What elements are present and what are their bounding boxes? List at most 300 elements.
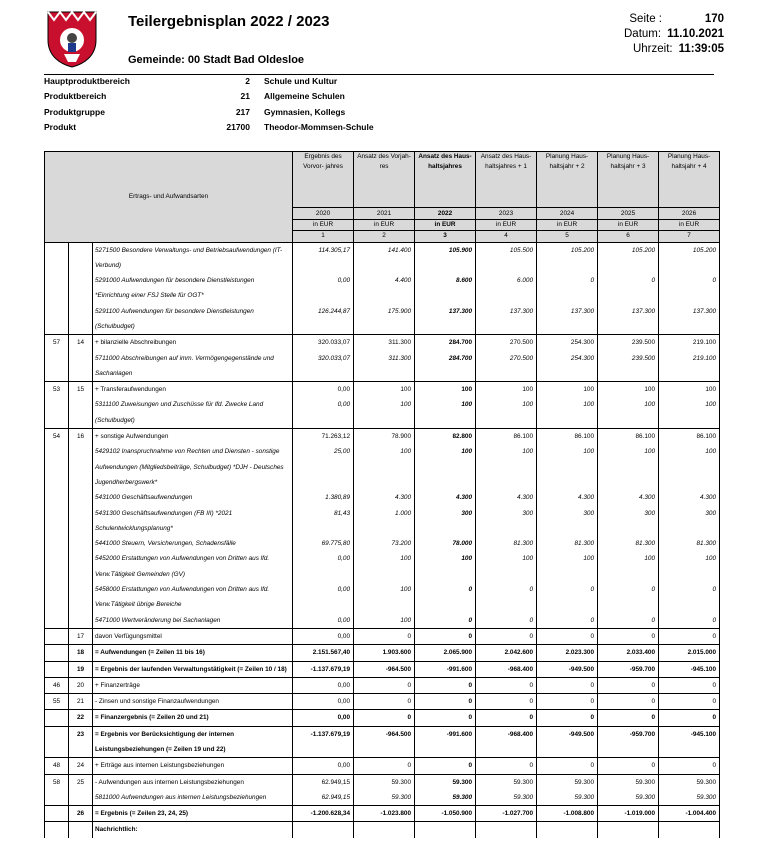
value-cell: 137.300 <box>415 304 476 335</box>
table-row <box>45 661 720 677</box>
value-cell: 73.200 <box>354 536 415 551</box>
description-cell: + Finanzerträge <box>93 677 293 693</box>
column-unit: in EUR <box>293 219 354 231</box>
value-cell: 0,00 <box>293 613 354 629</box>
table-row <box>45 304 720 335</box>
value-cell: 100 <box>598 444 659 490</box>
value-cell: 105.200 <box>598 242 659 273</box>
column-unit: in EUR <box>659 219 720 231</box>
account-group-cell <box>45 661 69 677</box>
line-number-cell <box>69 822 93 838</box>
column-header-label: Ertrags- und Aufwandsarten <box>45 152 293 243</box>
account-group-cell: 55 <box>45 694 69 710</box>
line-number-cell <box>69 304 93 335</box>
value-cell: 105.200 <box>659 242 720 273</box>
value-cell: 100 <box>354 444 415 490</box>
value-cell: 0 <box>537 694 598 710</box>
column-unit: in EUR <box>354 219 415 231</box>
value-cell: -968.400 <box>476 726 537 758</box>
value-cell: 100 <box>537 397 598 428</box>
description-cell: + sonstige Aufwendungen <box>93 429 293 445</box>
value-cell: 0,00 <box>293 273 354 304</box>
value-cell: 100 <box>598 397 659 428</box>
coat-of-arms-logo <box>46 10 98 68</box>
table-row <box>45 822 720 838</box>
value-cell: 114.305,17 <box>293 242 354 273</box>
value-cell: -1.004.400 <box>659 806 720 822</box>
value-cell: 0 <box>598 758 659 774</box>
value-cell: 100 <box>354 582 415 613</box>
product-number: 21700 <box>226 121 250 132</box>
value-cell: 126.244,87 <box>293 304 354 335</box>
header-divider <box>44 74 714 75</box>
value-cell: 100 <box>415 551 476 582</box>
column-year: 2022 <box>415 208 476 220</box>
value-cell: 0 <box>476 758 537 774</box>
description-cell: 5291000 Aufwendungen für besondere Dienstleistungen *Einrichtung einer FSJ Stelle für OGT* <box>93 273 293 304</box>
value-cell: 1.380,89 <box>293 490 354 505</box>
value-cell: 69.775,80 <box>293 536 354 551</box>
value-cell <box>354 822 415 838</box>
table-row <box>45 273 720 304</box>
value-cell: 25,00 <box>293 444 354 490</box>
value-cell: -1.019.000 <box>598 806 659 822</box>
table-row <box>45 351 720 382</box>
column-number: 7 <box>659 231 720 243</box>
value-cell: 270.500 <box>476 335 537 351</box>
description-cell: 5711000 Abschreibungen auf imm. Vermögengegenstände und Sachanlagen <box>93 351 293 382</box>
value-cell: 0 <box>598 273 659 304</box>
value-cell: 81.300 <box>598 536 659 551</box>
table-row <box>45 790 720 806</box>
value-cell: 0 <box>415 710 476 726</box>
time-value: 11:39:05 <box>678 43 724 55</box>
account-group-cell <box>45 628 69 644</box>
column-header-title: Planung Haus- haltsjahr + 4 <box>659 152 720 208</box>
value-cell: -1.200.628,34 <box>293 806 354 822</box>
page-label: Seite : <box>629 13 662 25</box>
value-cell: 0 <box>537 710 598 726</box>
value-cell: 320.033,07 <box>293 351 354 382</box>
description-cell: 5431000 Geschäftsaufwendungen <box>93 490 293 505</box>
meta-block <box>624 12 724 57</box>
value-cell: 86.100 <box>598 429 659 445</box>
account-group-cell: 53 <box>45 382 69 398</box>
table-row <box>45 429 720 445</box>
value-cell: 0 <box>659 273 720 304</box>
time-label: Uhrzeit: <box>632 43 673 55</box>
value-cell: 270.500 <box>476 351 537 382</box>
table-row <box>45 382 720 398</box>
value-cell: 0 <box>415 582 476 613</box>
value-cell: 137.300 <box>598 304 659 335</box>
product-info <box>44 76 374 137</box>
value-cell: 100 <box>537 382 598 398</box>
budget-table <box>44 151 720 838</box>
value-cell: -964.500 <box>354 661 415 677</box>
value-cell: 0,00 <box>293 694 354 710</box>
value-cell: -945.100 <box>659 726 720 758</box>
value-cell: 0,00 <box>293 382 354 398</box>
table-row <box>45 694 720 710</box>
description-cell: - Zinsen und sonstige Finanzaufwendungen <box>93 694 293 710</box>
value-cell: 100 <box>537 444 598 490</box>
value-cell: 175.900 <box>354 304 415 335</box>
value-cell: 300 <box>537 506 598 537</box>
column-header-title: Ansatz des Haus- haltsjahres + 1 <box>476 152 537 208</box>
account-group-cell <box>45 710 69 726</box>
column-header-title: Ansatz des Haus- haltsjahres <box>415 152 476 208</box>
value-cell: 59.300 <box>537 774 598 790</box>
line-number-cell <box>69 273 93 304</box>
page-title: Teilergebnisplan 2022 / 2023 <box>128 13 330 30</box>
account-group-cell <box>45 582 69 613</box>
line-number-cell <box>69 397 93 428</box>
column-header-title: Ergebnis des Vorvor- jahres <box>293 152 354 208</box>
column-unit: in EUR <box>476 219 537 231</box>
account-group-cell: 46 <box>45 677 69 693</box>
value-cell: 59.300 <box>537 790 598 806</box>
value-cell: -949.500 <box>537 726 598 758</box>
value-cell: -949.500 <box>537 661 598 677</box>
column-number: 4 <box>476 231 537 243</box>
table-row <box>45 242 720 273</box>
value-cell: 82.800 <box>415 429 476 445</box>
table-row <box>45 582 720 613</box>
description-cell: = Ergebnis der laufenden Verwaltungstätigkeit (= Zeilen 10 / 18) <box>93 661 293 677</box>
table-row <box>45 536 720 551</box>
value-cell: 71.263,12 <box>293 429 354 445</box>
value-cell: 100 <box>476 397 537 428</box>
value-cell: 4.300 <box>354 490 415 505</box>
value-cell: 0 <box>537 677 598 693</box>
table-row <box>45 613 720 629</box>
description-cell: 5431300 Geschäftsaufwendungen (FB III) *2021 Schulentwicklungsplanung* <box>93 506 293 537</box>
table-body <box>45 242 720 838</box>
table-row <box>45 335 720 351</box>
line-number-cell: 18 <box>69 645 93 661</box>
description-cell: + bilanzielle Abschreibungen <box>93 335 293 351</box>
value-cell: 219.100 <box>659 335 720 351</box>
value-cell: -1.023.800 <box>354 806 415 822</box>
value-cell: 0 <box>415 758 476 774</box>
value-cell: 0,00 <box>293 628 354 644</box>
value-cell <box>537 822 598 838</box>
line-number-cell <box>69 490 93 505</box>
table-row <box>45 551 720 582</box>
value-cell: 100 <box>354 382 415 398</box>
value-cell: 0,00 <box>293 582 354 613</box>
column-unit: in EUR <box>537 219 598 231</box>
value-cell: 100 <box>415 444 476 490</box>
value-cell: 86.100 <box>537 429 598 445</box>
value-cell: 137.300 <box>659 304 720 335</box>
line-number-cell: 19 <box>69 661 93 677</box>
value-cell: 0 <box>476 677 537 693</box>
column-unit: in EUR <box>415 219 476 231</box>
value-cell: 254.300 <box>537 335 598 351</box>
line-number-cell <box>69 351 93 382</box>
product-row <box>44 76 344 91</box>
value-cell: 100 <box>354 613 415 629</box>
value-cell: 0 <box>537 582 598 613</box>
line-number-cell <box>69 506 93 537</box>
column-year: 2021 <box>354 208 415 220</box>
value-cell: 219.100 <box>659 351 720 382</box>
value-cell: -1.050.900 <box>415 806 476 822</box>
value-cell: 81.300 <box>476 536 537 551</box>
description-cell: 5471000 Wertveränderung bei Sachanlagen <box>93 613 293 629</box>
value-cell <box>293 822 354 838</box>
value-cell: 86.100 <box>476 429 537 445</box>
value-cell: 6.000 <box>476 273 537 304</box>
column-year: 2026 <box>659 208 720 220</box>
account-group-cell <box>45 351 69 382</box>
line-number-cell <box>69 444 93 490</box>
account-group-cell <box>45 726 69 758</box>
page-number: 170 <box>704 13 724 25</box>
value-cell: 0 <box>354 694 415 710</box>
value-cell: 4.300 <box>415 490 476 505</box>
value-cell: 0,00 <box>293 551 354 582</box>
column-header-title: Planung Haus- haltsjahr + 2 <box>537 152 598 208</box>
value-cell: 0 <box>476 613 537 629</box>
value-cell: 0 <box>537 613 598 629</box>
value-cell: 100 <box>598 382 659 398</box>
value-cell: 59.300 <box>598 790 659 806</box>
value-cell: 284.700 <box>415 351 476 382</box>
value-cell: 0 <box>476 628 537 644</box>
account-group-cell <box>45 304 69 335</box>
value-cell: 0,00 <box>293 710 354 726</box>
product-text: Allgemeine Schulen <box>264 91 345 102</box>
line-number-cell: 14 <box>69 335 93 351</box>
value-cell: 0 <box>476 582 537 613</box>
value-cell: 4.300 <box>476 490 537 505</box>
value-cell: 0 <box>354 758 415 774</box>
value-cell: 59.300 <box>476 774 537 790</box>
value-cell: 0 <box>598 677 659 693</box>
value-cell: 0 <box>659 628 720 644</box>
value-cell: 0 <box>659 758 720 774</box>
value-cell: 0 <box>354 628 415 644</box>
product-number: 217 <box>235 106 250 117</box>
value-cell: 0 <box>598 582 659 613</box>
line-number-cell <box>69 790 93 806</box>
account-group-cell <box>45 490 69 505</box>
value-cell: 0 <box>537 758 598 774</box>
value-cell: 0 <box>598 628 659 644</box>
description-cell: 5452000 Erstattungen von Aufwendungen von Dritten aus lfd. Verw.Tätigkeit Gemeinden (GV) <box>93 551 293 582</box>
value-cell: 0 <box>354 677 415 693</box>
value-cell: 100 <box>659 444 720 490</box>
value-cell: 2.065.900 <box>415 645 476 661</box>
value-cell: 100 <box>415 397 476 428</box>
description-cell: 5811000 Aufwendungen aus internen Leistungsbeziehungen <box>93 790 293 806</box>
column-number: 5 <box>537 231 598 243</box>
value-cell: 0,00 <box>293 397 354 428</box>
value-cell: 59.300 <box>354 790 415 806</box>
table-row <box>45 506 720 537</box>
column-unit: in EUR <box>598 219 659 231</box>
account-group-cell <box>45 551 69 582</box>
value-cell: 0 <box>537 273 598 304</box>
description-cell: 5291100 Aufwendungen für besondere Dienstleistungen (Schulbudget) <box>93 304 293 335</box>
table-row <box>45 444 720 490</box>
value-cell: -945.100 <box>659 661 720 677</box>
value-cell: 1.000 <box>354 506 415 537</box>
product-label: Produktbereich <box>44 91 107 102</box>
value-cell: 100 <box>354 551 415 582</box>
value-cell: 62.949,15 <box>293 790 354 806</box>
value-cell: 0 <box>415 613 476 629</box>
value-cell: 100 <box>415 382 476 398</box>
account-group-cell <box>45 613 69 629</box>
table-row <box>45 677 720 693</box>
value-cell: 311.300 <box>354 335 415 351</box>
table-row <box>45 645 720 661</box>
column-number: 6 <box>598 231 659 243</box>
value-cell: 2.151.567,40 <box>293 645 354 661</box>
value-cell: 0 <box>659 694 720 710</box>
column-year: 2020 <box>293 208 354 220</box>
value-cell <box>659 822 720 838</box>
product-number: 21 <box>240 91 250 102</box>
line-number-cell: 17 <box>69 628 93 644</box>
value-cell: 0 <box>598 710 659 726</box>
column-header-title: Ansatz des Vorjah- res <box>354 152 415 208</box>
value-cell: 300 <box>476 506 537 537</box>
table-row <box>45 710 720 726</box>
value-cell: 320.033,07 <box>293 335 354 351</box>
value-cell: 0 <box>415 677 476 693</box>
value-cell: 59.300 <box>659 790 720 806</box>
product-row <box>44 107 344 122</box>
description-cell: Nachrichtlich: <box>93 822 293 838</box>
value-cell: 81.300 <box>537 536 598 551</box>
value-cell: 0,00 <box>293 677 354 693</box>
value-cell: 59.300 <box>598 774 659 790</box>
value-cell: 100 <box>598 551 659 582</box>
value-cell: 0 <box>415 694 476 710</box>
account-group-cell: 54 <box>45 429 69 445</box>
value-cell: 8.600 <box>415 273 476 304</box>
value-cell: 78.900 <box>354 429 415 445</box>
table-row <box>45 397 720 428</box>
value-cell: 100 <box>354 397 415 428</box>
description-cell: = Aufwendungen (= Zeilen 11 bis 16) <box>93 645 293 661</box>
value-cell: 0 <box>659 677 720 693</box>
description-cell: 5458000 Erstattungen von Aufwendungen von Dritten aus lfd. Verw.Tätigkeit übrige Bereiche <box>93 582 293 613</box>
table-row <box>45 726 720 758</box>
value-cell <box>598 822 659 838</box>
column-header-title: Planung Haus- haltsjahr + 3 <box>598 152 659 208</box>
value-cell: 62.949,15 <box>293 774 354 790</box>
value-cell: 0 <box>476 710 537 726</box>
table-row <box>45 758 720 774</box>
value-cell <box>415 822 476 838</box>
value-cell: 0 <box>659 710 720 726</box>
value-cell: 0 <box>598 613 659 629</box>
value-cell: 239.500 <box>598 351 659 382</box>
municipality-label: Gemeinde: 00 Stadt Bad Oldesloe <box>128 54 305 66</box>
value-cell: 86.100 <box>659 429 720 445</box>
value-cell: -1.027.700 <box>476 806 537 822</box>
value-cell: 300 <box>659 506 720 537</box>
value-cell: 59.300 <box>659 774 720 790</box>
product-row <box>44 121 374 137</box>
account-group-cell: 57 <box>45 335 69 351</box>
value-cell: 2.023.300 <box>537 645 598 661</box>
value-cell: 100 <box>476 444 537 490</box>
value-cell: -991.600 <box>415 661 476 677</box>
description-cell: - Aufwendungen aus internen Leistungsbeziehungen <box>93 774 293 790</box>
value-cell: 100 <box>659 397 720 428</box>
value-cell: -959.700 <box>598 661 659 677</box>
product-text: Theodor-Mommsen-Schule <box>264 121 374 132</box>
account-group-cell: 48 <box>45 758 69 774</box>
description-cell: 5271500 Besondere Verwaltungs- und Betriebsaufwendungen (IT-Verbund) <box>93 242 293 273</box>
value-cell: 141.400 <box>354 242 415 273</box>
description-cell: = Ergebnis (= Zeilen 23, 24, 25) <box>93 806 293 822</box>
column-number: 3 <box>415 231 476 243</box>
value-cell: 0 <box>659 613 720 629</box>
line-number-cell: 25 <box>69 774 93 790</box>
date-value: 11.10.2021 <box>667 28 724 40</box>
line-number-cell <box>69 551 93 582</box>
column-year: 2024 <box>537 208 598 220</box>
value-cell: 100 <box>476 551 537 582</box>
product-row <box>44 91 344 106</box>
column-number: 1 <box>293 231 354 243</box>
value-cell: 1.903.600 <box>354 645 415 661</box>
table-row <box>45 774 720 790</box>
line-number-cell: 21 <box>69 694 93 710</box>
product-label: Produktgruppe <box>44 106 105 117</box>
line-number-cell: 22 <box>69 710 93 726</box>
value-cell: 78.000 <box>415 536 476 551</box>
account-group-cell <box>45 790 69 806</box>
value-cell: 0,00 <box>293 758 354 774</box>
value-cell: -959.700 <box>598 726 659 758</box>
value-cell: 2.033.400 <box>598 645 659 661</box>
value-cell: 0 <box>476 694 537 710</box>
value-cell: 300 <box>415 506 476 537</box>
line-number-cell: 16 <box>69 429 93 445</box>
value-cell: 4.300 <box>537 490 598 505</box>
column-number: 2 <box>354 231 415 243</box>
account-group-cell <box>45 645 69 661</box>
line-number-cell: 23 <box>69 726 93 758</box>
value-cell: 254.300 <box>537 351 598 382</box>
account-group-cell <box>45 822 69 838</box>
description-cell: + Erträge aus internen Leistungsbeziehungen <box>93 758 293 774</box>
value-cell: 100 <box>537 551 598 582</box>
value-cell: 0 <box>537 628 598 644</box>
value-cell: 81,43 <box>293 506 354 537</box>
value-cell: 239.500 <box>598 335 659 351</box>
value-cell: -991.600 <box>415 726 476 758</box>
value-cell: 0 <box>659 582 720 613</box>
product-text: Schule und Kultur <box>264 76 338 86</box>
value-cell: 59.300 <box>415 774 476 790</box>
account-group-cell <box>45 806 69 822</box>
product-number: 2 <box>245 76 250 86</box>
value-cell: 137.300 <box>537 304 598 335</box>
table-row <box>45 490 720 505</box>
value-cell <box>476 822 537 838</box>
value-cell: 2.042.600 <box>476 645 537 661</box>
